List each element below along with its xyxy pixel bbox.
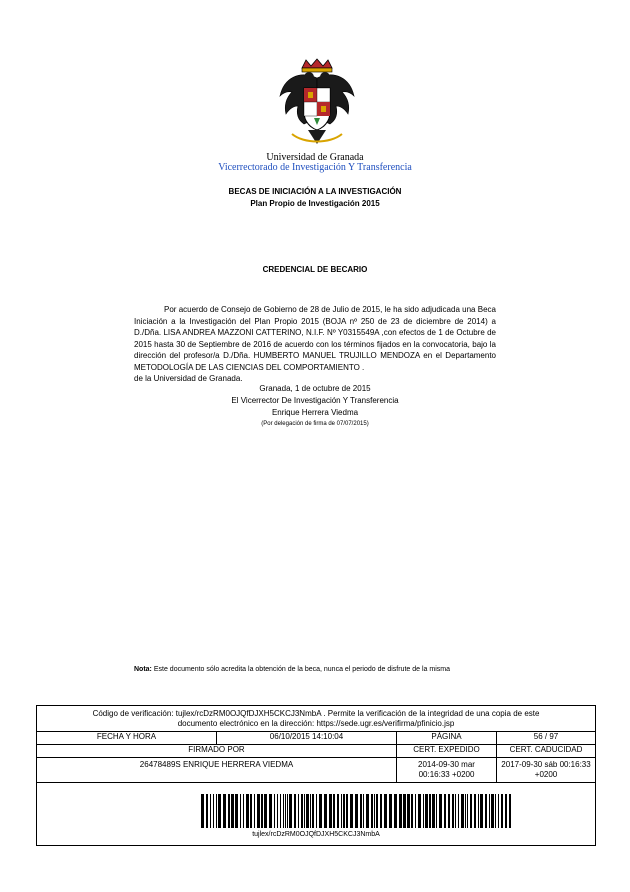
caducidad-label: CERT. CADUCIDAD [497, 745, 595, 758]
barcode-bar [216, 794, 217, 828]
barcode-bar [243, 794, 244, 828]
barcode-bar [505, 794, 507, 828]
barcode-bar [231, 794, 234, 828]
barcode-bar [218, 794, 221, 828]
barcode-bar [206, 794, 208, 828]
barcode-bar [439, 794, 442, 828]
university-crest-logo [274, 58, 360, 150]
barcode-bar [298, 794, 299, 828]
barcode-bar [425, 794, 428, 828]
note [134, 664, 496, 675]
barcode-bar [312, 794, 314, 828]
body-text [134, 304, 496, 385]
barcode-bar [280, 794, 281, 828]
barcode-bar [341, 794, 342, 828]
barcode-bar [228, 794, 230, 828]
barcode-bar [324, 794, 327, 828]
barcode-bar [240, 794, 241, 828]
barcode-bar [509, 794, 511, 828]
verification-line-1: Código de verificación: tujlex/rcDzRM0OJQfDJXH5CKCJ3NmbA . Permite la verificación de la integridad de una copia de este [92, 709, 540, 718]
barcode-bar [333, 794, 335, 828]
barcode-bar [337, 794, 339, 828]
signature-delegation: (Por delegación de firma de 07/07/2015) [261, 421, 369, 427]
barcode-bar [277, 794, 278, 828]
barcode-bar [418, 794, 421, 828]
barcode-bar [480, 794, 483, 828]
barcode-bar [444, 794, 446, 828]
barcode-bar [301, 794, 303, 828]
barcode-bar [360, 794, 362, 828]
barcode-bar [310, 794, 311, 828]
university-name: Universidad de Granada [266, 152, 364, 163]
barcode-bar [474, 794, 476, 828]
signature-role: El Vicerrector De Investigación Y Transferencia [231, 396, 399, 405]
barcode-bar [257, 794, 260, 828]
barcode-bar [213, 794, 214, 828]
barcode-bar [403, 794, 406, 828]
barcode-bar [294, 794, 296, 828]
verification-box [36, 705, 596, 846]
pagina-value: 56 / 97 [497, 732, 595, 745]
expedido-line-1: 2014-09-30 mar [418, 760, 475, 769]
expedido-value [397, 758, 497, 783]
barcode-bar [432, 794, 435, 828]
barcode-text: tujlex/rcDzRM0OJQfDJXH5CKCJ3NmbA [252, 831, 380, 838]
barcode-bar [264, 794, 267, 828]
barcode-bar [355, 794, 358, 828]
barcode-bar [455, 794, 456, 828]
barcode-bar [489, 794, 490, 828]
firmado-value: 26478489S ENRIQUE HERRERA VIEDMA [37, 758, 397, 783]
barcode-bar [246, 794, 249, 828]
note-text: Este documento sólo acredita la obtención de la beca, nunca el periodo de disfrute de la misma [153, 666, 450, 673]
barcode-bar [346, 794, 348, 828]
barcode-bar [465, 794, 466, 828]
caducidad-value [497, 758, 595, 783]
barcode-bar [363, 794, 364, 828]
barcode-bar [319, 794, 322, 828]
verification-line-2: documento electrónico en la dirección: https://sede.ugr.es/verifirma/pfinicio.jsp [177, 719, 455, 728]
barcode-bar [485, 794, 487, 828]
caducidad-line-2: +0200 [534, 770, 558, 779]
barcode-bar [374, 794, 375, 828]
barcode-bar [478, 794, 479, 828]
barcode-bar [491, 794, 494, 828]
barcode-bar [285, 794, 286, 828]
barcode-bar [304, 794, 305, 828]
barcode-bar [350, 794, 353, 828]
verification-code [37, 706, 595, 732]
fecha-value: 06/10/2015 14:10:04 [217, 732, 397, 745]
barcode-bar [467, 794, 468, 828]
barcode-bar [250, 794, 252, 828]
signature-name: Enrique Herrera Viedma [271, 408, 359, 417]
barcode-bar [269, 794, 272, 828]
barcode-bar [411, 794, 413, 828]
barcode-bar [287, 794, 288, 828]
firmado-label: FIRMADO POR [37, 745, 397, 758]
barcode-bar [366, 794, 369, 828]
barcode-bar [399, 794, 402, 828]
barcode-bar [448, 794, 450, 828]
barcode-bar [458, 794, 459, 828]
beca-title: BECAS DE INICIACIÓN A LA INVESTIGACIÓN [228, 187, 402, 196]
barcode-bar [380, 794, 382, 828]
barcode-bar [376, 794, 378, 828]
signature-date: Granada, 1 de octubre de 2015 [259, 384, 371, 393]
credential-title: CREDENCIAL DE BECARIO [262, 265, 368, 274]
vicerrectorado-name: Vicerrectorado de Investigación Y Transferencia [218, 162, 412, 173]
barcode-bar [415, 794, 416, 828]
beca-subtitle: Plan Propio de Investigación 2015 [250, 199, 380, 208]
barcode-bar [289, 794, 292, 828]
barcode-bar [501, 794, 503, 828]
barcode-bar [254, 794, 255, 828]
barcode-area [37, 783, 595, 845]
barcode-bar [274, 794, 275, 828]
body-last-line: de la Universidad de Granada. [134, 374, 243, 383]
barcode-bar [461, 794, 464, 828]
barcode-bar [470, 794, 472, 828]
caducidad-line-1: 2017-09-30 sáb 00:16:33 [501, 760, 591, 769]
barcode-bar [429, 794, 431, 828]
barcode-bar [210, 794, 211, 828]
barcode-bar [329, 794, 332, 828]
barcode-bar [235, 794, 238, 828]
barcode-bar [283, 794, 284, 828]
barcode-bar [498, 794, 499, 828]
barcode-bar [261, 794, 263, 828]
pagina-label: PÁGINA [397, 732, 497, 745]
barcode-bar [306, 794, 309, 828]
barcode-bar [407, 794, 410, 828]
barcode-bar [343, 794, 345, 828]
barcode-bar [423, 794, 424, 828]
barcode-bar [436, 794, 437, 828]
barcode-bar [495, 794, 496, 828]
barcode-bar [223, 794, 226, 828]
expedido-label: CERT. EXPEDIDO [397, 745, 497, 758]
barcode-bar [371, 794, 373, 828]
note-label: Nota: [134, 666, 152, 673]
expedido-line-2: 00:16:33 +0200 [418, 770, 475, 779]
body-paragraph: Por acuerdo de Consejo de Gobierno de 28 de Julio de 2015, le ha sido adjudicada una Beca Iniciación a la Investigación del Plan Propio 2015 (BOJA nº 250 de 23 de diciembre de 2014) a D./Dña. LISA ANDREA MAZZONI CATTERINO, N.I.F. Nº Y0315549A ,con efectos de 1 de Octubre de 2015 hasta 30 de Septiembre de 2016 de acuerdo con los términos fijados en la convocatoria, bajo la dirección del profesor/a D./Dña. HUMBERTO MANUEL TRUJILLO MENDOZA en el Departamento METODOLOGÍA DE LAS CIENCIAS DEL COMPORTAMIENTO . [134, 305, 496, 372]
barcode-bar [316, 794, 317, 828]
barcode-bar [201, 794, 204, 828]
barcode-bar [389, 794, 392, 828]
barcode-bar [452, 794, 454, 828]
barcode-graphic [201, 794, 511, 828]
barcode-bar [394, 794, 397, 828]
barcode-bar [384, 794, 387, 828]
fecha-label: FECHA Y HORA [37, 732, 217, 745]
